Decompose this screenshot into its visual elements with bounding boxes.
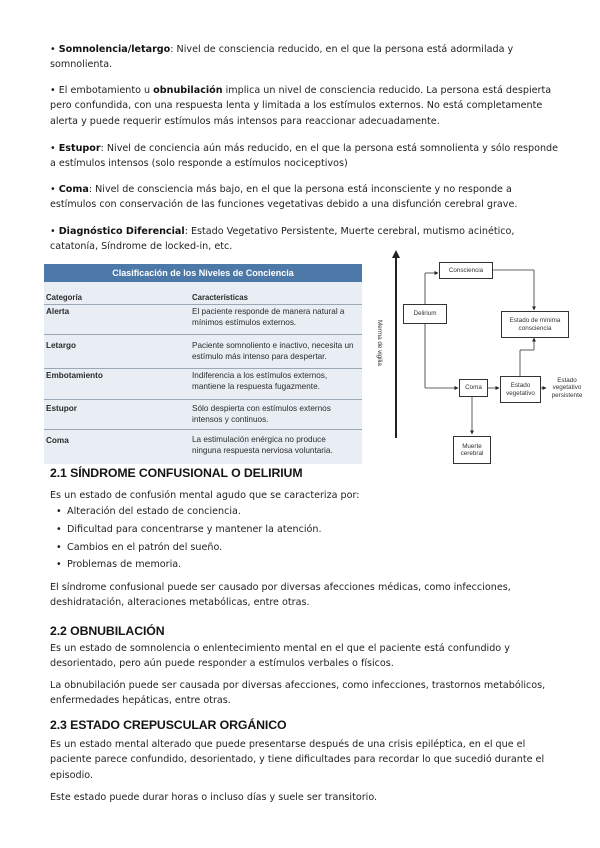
node-minima-consciencia: Estado de mínima consciencia — [501, 311, 569, 338]
axis-arrow-icon — [392, 250, 400, 258]
col-categoria: Categoría — [46, 293, 82, 302]
axis-label: Merma de vigilia — [376, 320, 383, 366]
table-row: Estupor Sólo despierta con estímulos externos intensos y continuos. — [44, 399, 362, 430]
table-title: Clasificación de los Niveles de Conciencia — [44, 264, 362, 282]
list-item: • Problemas de memoria. — [50, 556, 550, 574]
node-coma: Coma — [459, 379, 488, 397]
consciousness-levels-table — [44, 264, 362, 464]
crepuscular-p1: Es un estado mental alterado que puede presentarse después de una crisis epiléptica, en el que el paciente parece confundido, desorientado, y tiene dificultades para recordar lo que sucedió durante el episodio. — [50, 739, 545, 781]
delirium-bullet-list — [50, 503, 550, 574]
col-caracteristicas: Características — [192, 293, 248, 302]
table-row: Letargo Paciente somnoliento e inactivo, necesita un estímulo más intenso para despertar. — [44, 334, 362, 369]
bullet-embotamiento: • El embotamiento u obnubilación implica un nivel de consciencia reducido. La persona está despierta pero confundida, con una respuesta lenta y limitada a los estímulos externos. No está completamente alerta y puede requerir estímulos más intensos para reaccionar adecuadamente. — [50, 85, 552, 127]
table-row: Alerta El paciente responde de manera natural a mínimos estímulos externos. — [44, 304, 362, 333]
node-delirium: Delirium — [403, 304, 447, 324]
obnubilacion-p2: La obnubilación puede ser causada por diversas afecciones, como infecciones, trastornos metabólicos, enfermedades hepáticas, entre otras. — [50, 680, 546, 707]
table-row: Coma La estimulación enérgica no produce ninguna respuesta nerviosa voluntaria. — [44, 429, 362, 464]
node-vegetativo: Estado vegetativo — [500, 376, 541, 403]
node-consciencia: Consciencia — [439, 262, 493, 279]
table-row: Embotamiento Indiferencia a los estímulos externos, mantiene la respuesta fugazmente. — [44, 368, 362, 399]
heading-crepuscular: 2.3 ESTADO CREPUSCULAR ORGÁNICO — [50, 718, 287, 732]
obnubilacion-p1: Es un estado de somnolencia o enlentecimiento mental en el que el paciente está confundido y desorientado, pero aún puede responder a estímulos verbales o físicos. — [50, 643, 510, 670]
list-item: • Alteración del estado de conciencia. — [50, 503, 550, 521]
bullet-diagnostico: • Diagnóstico Diferencial: Estado Vegetativo Persistente, Muerte cerebral, mutismo acinético, catatonía, Síndrome de locked-in, etc. — [50, 226, 515, 253]
consciousness-flow-diagram — [370, 248, 592, 470]
crepuscular-p2: Este estado puede durar horas o incluso días y suele ser transitorio. — [50, 792, 378, 803]
node-muerte-cerebral: Muerte cerebral — [453, 436, 491, 464]
node-vegetativo-persistente: Estado vegetativo persistente — [547, 370, 587, 406]
list-item: • Cambios en el patrón del sueño. — [50, 539, 550, 557]
delirium-causes: El síndrome confusional puede ser causado por diversas afecciones médicas, como infecciones, deshidratación, alteraciones metabólicas, entre otras. — [50, 582, 511, 609]
list-item: • Dificultad para concentrarse y mantener la atención. — [50, 521, 550, 539]
heading-obnubilacion: 2.2 OBNUBILACIÓN — [50, 624, 165, 638]
heading-delirium: 2.1 SÍNDROME CONFUSIONAL O DELIRIUM — [50, 466, 303, 480]
bullet-somnolencia: • Somnolencia/letargo: Nivel de consciencia reducido, en el que la persona está adormilada y somnolienta. — [50, 44, 514, 71]
bullet-estupor: • Estupor: Nivel de conciencia aún más reducido, en el que la persona está somnolienta y sólo responde a estímulos intensos (solo responde a estímulos nociceptivos) — [50, 143, 559, 170]
delirium-intro: Es un estado de confusión mental agudo que se caracteriza por: — [50, 490, 360, 501]
bullet-coma: • Coma: Nivel de consciencia más bajo, en el que la persona está inconsciente y no responde a estímulos con conservación de las funciones vegetativas debido a una disfunción cerebral grave. — [50, 184, 518, 211]
